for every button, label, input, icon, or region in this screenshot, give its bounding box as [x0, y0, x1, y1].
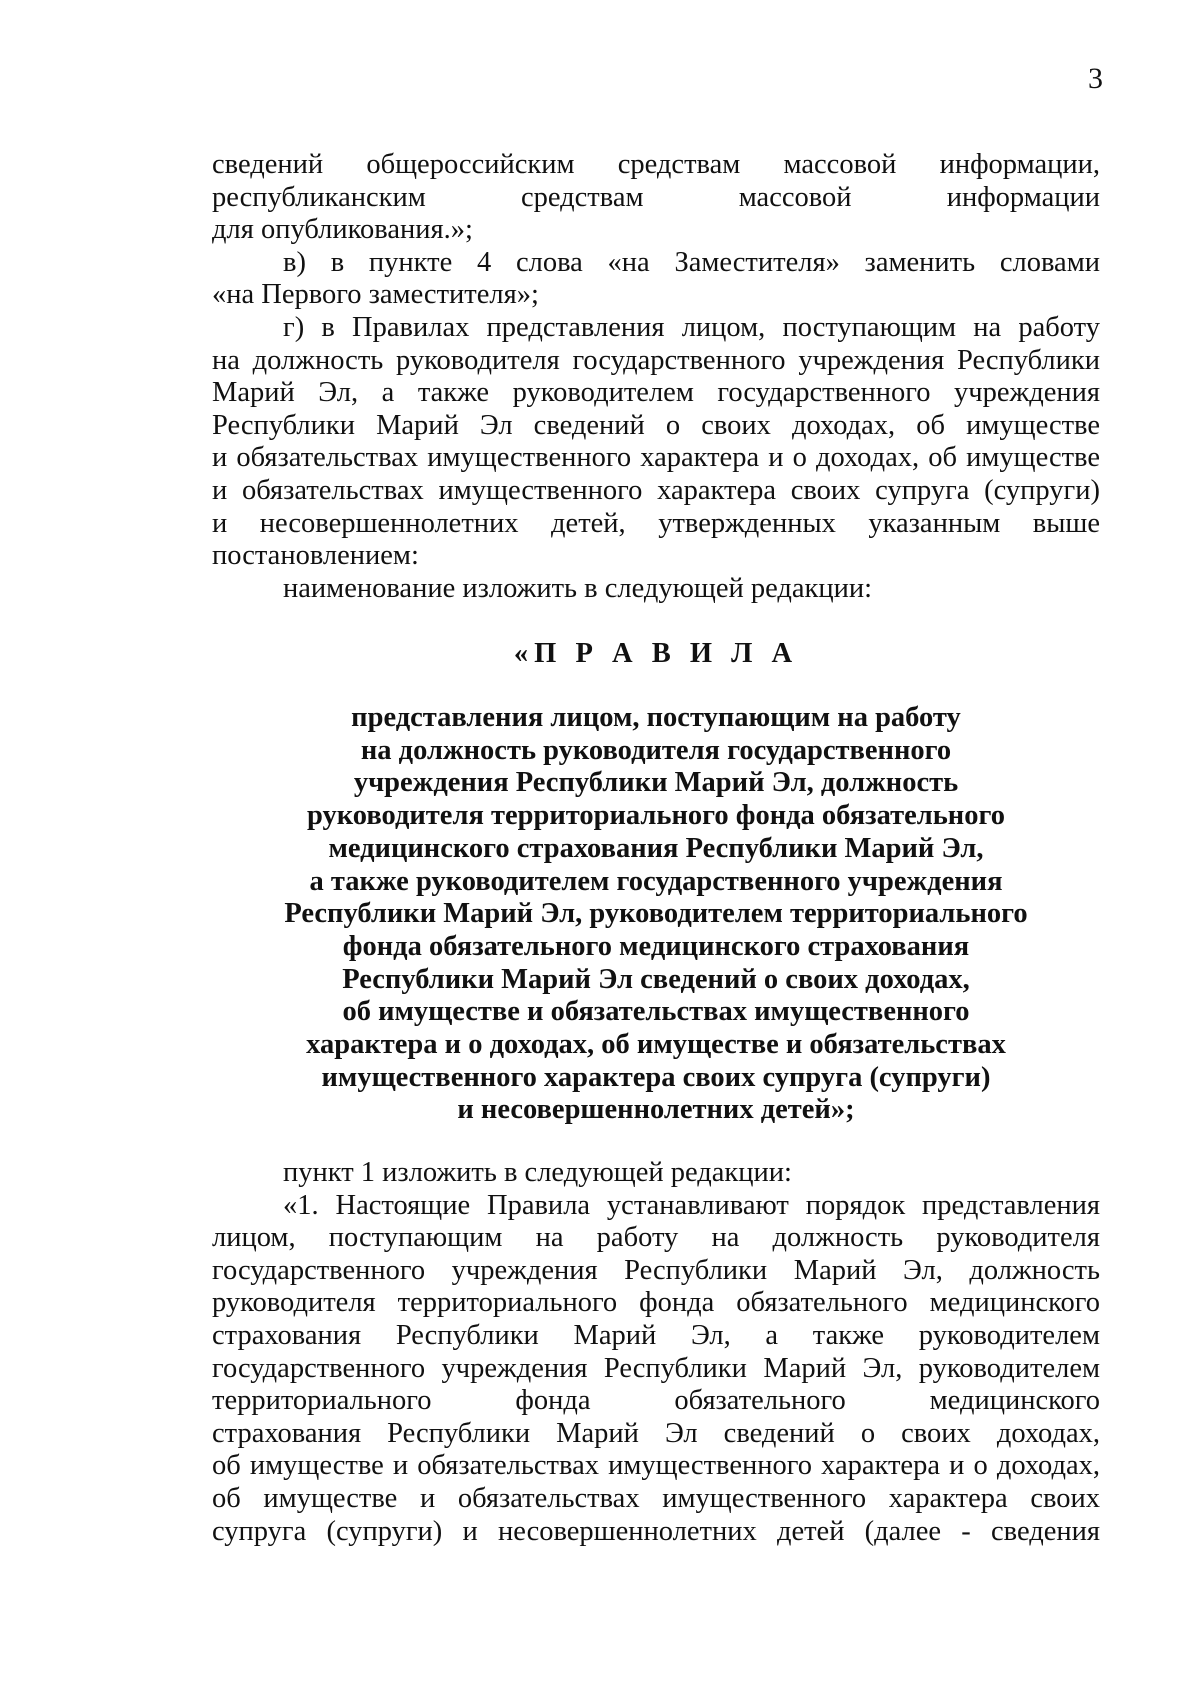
- text-line: и обязательствах имущественного характера своих супруга (супруги): [212, 474, 1100, 506]
- text-line: Марий Эл, а также руководителем государственного учреждения: [212, 377, 1100, 409]
- text-line: территориального фонда обязательного медицинского: [212, 1385, 1100, 1417]
- page-number: 3: [1088, 62, 1103, 95]
- text-line: и обязательствах имущественного характера и о доходах, об имуществе: [212, 442, 1100, 474]
- rules-title: «П Р А В И Л А: [513, 638, 799, 669]
- text-line: государственного учреждения Республики Марий Эл, руководителем: [212, 1352, 1100, 1384]
- text-line: сведений общероссийским средствам массовой информации,: [212, 149, 1100, 180]
- text-line: страхования Республики Марий Эл сведений о своих доходах,: [212, 1417, 1100, 1449]
- text-line: для опубликования.»;: [212, 214, 473, 246]
- text-line: государственного учреждения Республики Марий Эл, должность: [212, 1254, 1100, 1286]
- text-line: республиканским средствам массовой информации: [212, 181, 1100, 213]
- heading-line: Республики Марий Эл сведений о своих доходах,: [342, 963, 970, 995]
- text-line: на должность руководителя государственного учреждения Республики: [212, 344, 1100, 376]
- heading-line: представления лицом, поступающим на работу: [351, 702, 961, 733]
- heading-line: руководителя территориального фонда обязательного: [307, 800, 1005, 832]
- text-line: пункт 1 изложить в следующей редакции:: [283, 1157, 792, 1188]
- text-line: и несовершеннолетних детей, утвержденных указанным выше: [212, 507, 1100, 539]
- point-text-block: [212, 1157, 1100, 1548]
- text-line: «1. Настоящие Правила устанавливают порядок представления: [283, 1189, 1100, 1221]
- text-line: страхования Республики Марий Эл, а также руководителем: [212, 1319, 1100, 1351]
- text-line: супруга (супруги) и несовершеннолетних детей (далее - сведения: [212, 1515, 1100, 1547]
- heading-line: характера и о доходах, об имуществе и обязательствах: [306, 1029, 1006, 1061]
- text-line: наименование изложить в следующей редакции:: [283, 572, 873, 604]
- rules-subtitle: [212, 702, 1100, 1127]
- heading-line: имущественного характера своих супруга (супруги): [321, 1061, 991, 1093]
- heading-line: медицинского страхования Республики Марий Эл,: [328, 832, 984, 864]
- text-line: лицом, поступающим на работу на должность руководителя: [212, 1222, 1100, 1254]
- text-line: об имуществе и обязательствах имущественного характера своих: [212, 1482, 1100, 1514]
- heading-line: а также руководителем государственного учреждения: [309, 865, 1003, 897]
- text-line: Республики Марий Эл сведений о своих доходах, об имуществе: [212, 409, 1100, 441]
- heading-line: и несовершеннолетних детей»;: [457, 1094, 855, 1126]
- heading-line: об имуществе и обязательствах имущественного: [342, 996, 970, 1028]
- text-line: г) в Правилах представления лицом, поступающим на работу: [283, 311, 1100, 343]
- top-text-block: [212, 149, 1100, 605]
- text-line: «на Первого заместителя»;: [212, 279, 539, 311]
- text-line: в) в пункте 4 слова «на Заместителя» заменить словами: [283, 246, 1100, 278]
- heading-line: на должность руководителя государственного: [360, 734, 952, 766]
- text-line: постановлением:: [212, 540, 419, 572]
- text-line: руководителя территориального фонда обязательного медицинского: [212, 1287, 1100, 1319]
- text-line: об имуществе и обязательствах имущественного характера и о доходах,: [212, 1450, 1100, 1482]
- heading-line: Республики Марий Эл, руководителем территориального: [284, 898, 1028, 930]
- heading-line: учреждения Республики Марий Эл, должность: [353, 767, 959, 799]
- heading-line: фонда обязательного медицинского страхования: [342, 930, 970, 962]
